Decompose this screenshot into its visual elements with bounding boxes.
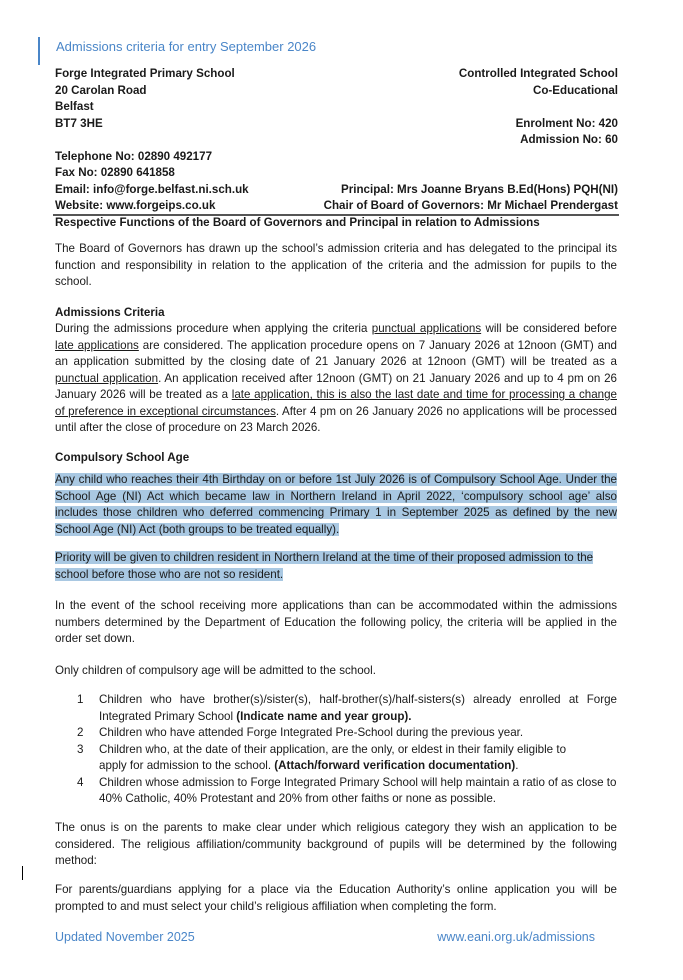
criteria-list [55, 692, 617, 808]
school-gender: Co-Educational [532, 83, 618, 97]
school-address-line2: Belfast [55, 100, 94, 113]
school-info-row-2 [55, 83, 618, 100]
admissions-criteria-heading: Admissions Criteria [55, 306, 165, 319]
school-info-row-8 [55, 182, 618, 199]
enrolment-number: Enrolment No: 420 [515, 116, 618, 130]
principal: Principal: Mrs Joanne Bryans B.Ed(Hons) PQH(NI) [340, 182, 618, 196]
chair-of-governors: Chair of Board of Governors: Mr Michael Prendergast [323, 199, 618, 212]
criteria-item [55, 692, 617, 725]
underlined-term: punctual application [55, 371, 159, 385]
updated-date: Updated November 2025 [55, 930, 195, 944]
text-run: . [515, 759, 519, 772]
school-info-row-3 [55, 99, 618, 116]
website: Website: www.forgeips.co.uk [55, 199, 216, 212]
email: Email: info@forge.belfast.ni.sch.uk [55, 182, 249, 196]
underlined-term: punctual applications [371, 322, 482, 335]
admissions-criteria-body [55, 321, 617, 437]
religion-paragraph-2: For parents/guardians applying for a place via the Education Authority’s online application you will be prompted to and must select your child’s religious affiliation when completing the form. [55, 883, 617, 913]
compulsory-age-paragraph-1[interactable] [55, 472, 617, 538]
text-run: Children who have brother(s)/sister(s), half-brother(s)/half-sisters(s) already enrolled at Forge Integrated Primary School [99, 693, 617, 723]
criteria-number: 2 [77, 726, 84, 739]
criteria-item [55, 775, 617, 808]
school-info-row-5 [55, 132, 618, 149]
criteria-text: Children whose admission to Forge Integrated Primary School will help maintain a ratio of as close to 40% Catholic, 40% Protestant and 20% from other faiths or none as possible. [99, 775, 617, 805]
fax: Fax No: 02890 641858 [55, 166, 175, 179]
criteria-text [99, 692, 617, 725]
school-info-row-4 [55, 116, 618, 133]
eani-link[interactable]: www.eani.org.uk/admissions [437, 930, 595, 944]
text-run: are considered. The application procedure opens on 7 January 2026 at 12noon (GMT) and an application submitted by the closing date of 21 January 2026 at 12noon (GMT) will be treated as a [55, 338, 617, 368]
bold-text: (Attach/forward verification documentation) [274, 759, 516, 772]
criteria-item [55, 742, 617, 775]
criteria-number: 4 [77, 775, 84, 789]
religion-paragraph-1: The onus is on the parents to make clear under which religious category they wish an application to be considered. The religious affiliation/community background of pupils will be determined by the following method: [55, 821, 617, 867]
policy-paragraph: In the event of the school receiving more applications than can be accommodated within the admissions numbers determined by the Department of Education the following policy, the criteria will be applied in the order set down. [55, 599, 617, 645]
criteria-number: 1 [77, 693, 84, 706]
school-postcode: BT7 3HE [55, 116, 103, 130]
school-type: Controlled Integrated School [458, 67, 618, 80]
compulsory-age-heading: Compulsory School Age [55, 451, 190, 464]
school-info-row-1 [55, 66, 618, 83]
school-info-row-9 [55, 198, 618, 215]
document-title-bar [38, 37, 316, 65]
compulsory-only-paragraph: Only children of compulsory age will be admitted to the school. [55, 664, 376, 677]
school-address-line1: 20 Carolan Road [55, 83, 147, 97]
document-title: Admissions criteria for entry September 2026 [56, 39, 317, 54]
criteria-number: 3 [77, 742, 84, 756]
highlighted-text[interactable]: Any child who reaches their 4th Birthday on or before 1st July 2026 is of Compulsory School Age. Under the School Age (NI) Act which became law in Northern Ireland in April 2022, ‘compulsory school age’ also includes those children who deferred commencing Primary 1 in September 2025 as defined by the new School Age (NI) Act (both groups to be treated equally). [55, 473, 617, 536]
compulsory-age-paragraph-2[interactable] [55, 550, 617, 583]
criteria-text: Children who have attended Forge Integrated Pre-School during the previous year. [99, 726, 524, 739]
school-info-row-7 [55, 165, 618, 182]
admission-number: Admission No: 60 [520, 133, 618, 146]
bold-text: (Indicate name and year group). [236, 709, 412, 723]
functions-body: The Board of Governors has drawn up the school’s admission criteria and has delegated to the principal its function and responsibility in relation to the application of the criteria and the admission for pupils to the school. [55, 242, 617, 288]
school-name: Forge Integrated Primary School [55, 67, 235, 80]
highlighted-text[interactable]: Priority will be given to children resident in Northern Ireland at the time of their proposed admission to the school before those who are not so resident. [55, 551, 594, 581]
text-run: . An application received after 12noon (GMT) on 21 January 2026 and up to 4 pm on 26 January 2026 will be treated as a [55, 371, 617, 401]
criteria-text [99, 742, 617, 775]
text-cursor [22, 866, 23, 880]
text-run: will be considered before [481, 322, 617, 335]
telephone: Telephone No: 02890 492177 [55, 149, 213, 163]
text-run: . After 4 pm on 26 January 2026 no applications will be processed until after the close of procedure on 23 March 2026. [55, 404, 618, 434]
text-run: During the admissions procedure when applying the criteria [55, 322, 372, 335]
school-info-row-6 [55, 149, 618, 166]
functions-heading: Respective Functions of the Board of Governors and Principal in relation to Admissions [55, 216, 540, 229]
footer [55, 930, 595, 944]
criteria-item [55, 725, 617, 742]
underlined-term: late application, this is also the last date and time for processing a change of preference in exceptional circumstances [55, 388, 617, 418]
underlined-term: late applications [55, 338, 139, 352]
text-run: Children who, at the date of their application, are the only, or eldest in their family eligible to apply for admission to the school. [99, 742, 567, 772]
